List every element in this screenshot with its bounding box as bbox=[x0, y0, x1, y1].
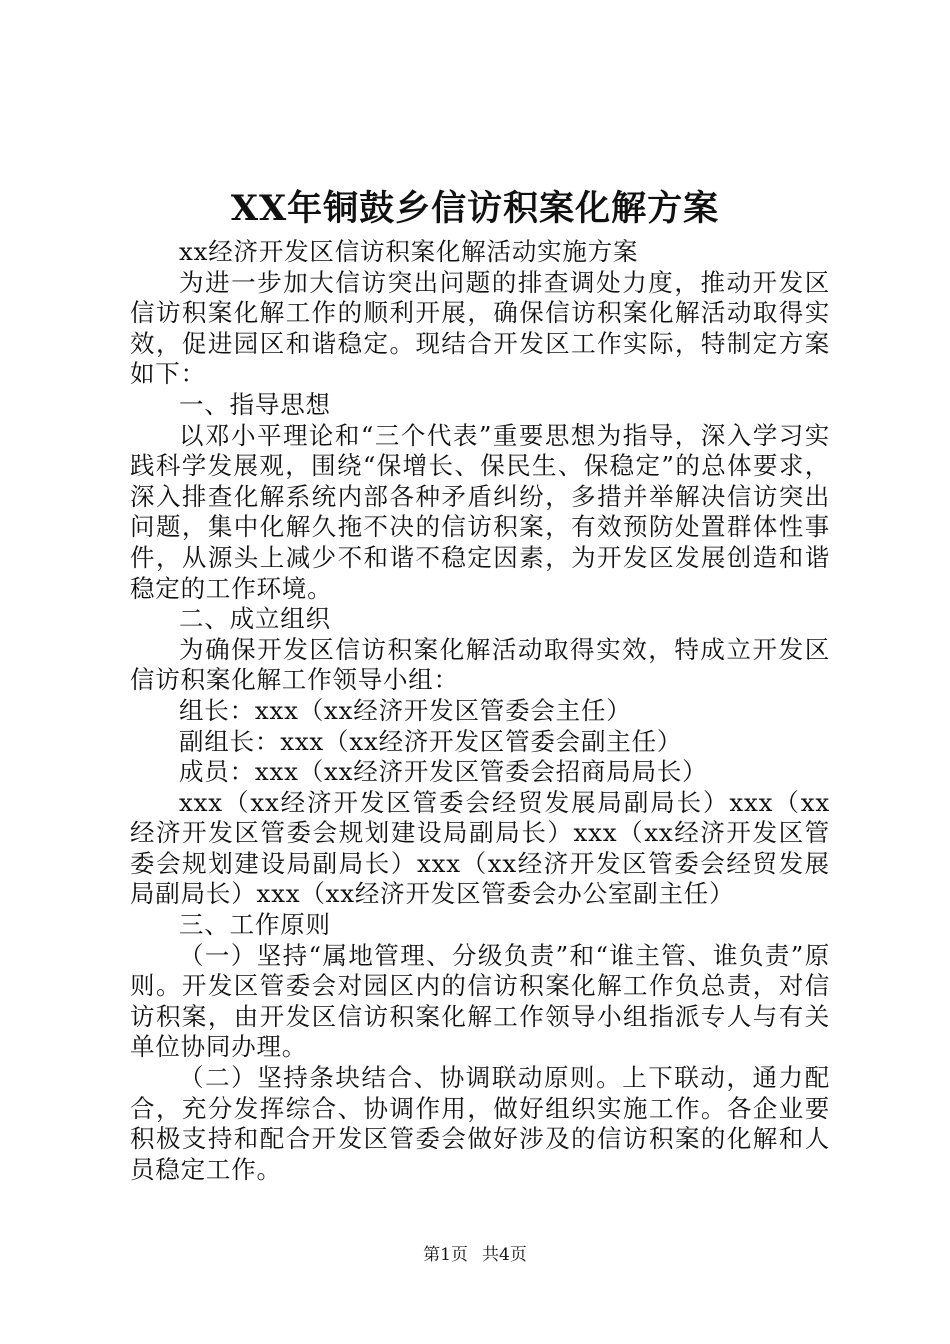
page-total: 共4页 bbox=[482, 1245, 527, 1265]
document-title: XX年铜鼓乡信访积案化解方案 bbox=[230, 188, 720, 229]
page-footer bbox=[0, 1244, 950, 1266]
section-heading-3: 三、工作原则 bbox=[179, 910, 331, 940]
page-number: 第1页 bbox=[423, 1245, 468, 1265]
subtitle-paragraph: xx经济开发区信访积案化解活动实施方案 bbox=[179, 237, 639, 266]
members-list-paragraph: xxx（xx经济开发区管委会经贸发展局副局长）xxx（xx经济开发区管委会规划建设局副局长）xxx（xx经济开发区管委会规划建设局副局长）xxx（xx经济开发区管委会经贸发展局副局长）xxx（xx经济开发区管委会办公室副主任） bbox=[130, 787, 830, 909]
deputy-leader-line: 副组长：xxx（xx经济开发区管委会副主任） bbox=[179, 726, 683, 756]
section-heading-2: 二、成立组织 bbox=[179, 604, 331, 634]
intro-paragraph: 为进一步加大信访突出问题的排查调处力度，推动开发区信访积案化解工作的顺利开展，确保信访积案化解活动取得实效，促进园区和谐稳定。现结合开发区工作实际，特制定方案如下： bbox=[130, 267, 830, 389]
organization-paragraph: 为确保开发区信访积案化解活动取得实效，特成立开发区信访积案化解工作领导小组： bbox=[130, 634, 830, 695]
members-line: 成员：xxx（xx经济开发区管委会招商局局长） bbox=[179, 757, 708, 787]
principle-1-paragraph: （一）坚持“属地管理、分级负责”和“谁主管、谁负责”原则。开发区管委会对园区内的信访积案化解工作负总责，对信访积案，由开发区信访积案化解工作领导小组指派专人与有关单位协同办理。 bbox=[130, 940, 830, 1062]
document-body bbox=[130, 237, 830, 1185]
principle-2-paragraph: （二）坚持条块结合、协调联动原则。上下联动，通力配合，充分发挥综合、协调作用，做好组织实施工作。各企业要积极支持和配合开发区管委会做好涉及的信访积案的化解和人员稳定工作。 bbox=[130, 1063, 830, 1184]
group-leader-line: 组长：xxx（xx经济开发区管委会主任） bbox=[179, 695, 632, 725]
section-heading-1: 一、指导思想 bbox=[179, 389, 331, 419]
guiding-thought-paragraph: 以邓小平理论和“三个代表”重要思想为指导，深入学习实践科学发展观，围绕“保增长、保民生、保稳定”的总体要求，深入排查化解系统内部各种矛盾纠纷，多措并举解决信访突出问题，集中化解久拖不决的信访积案，有效预防处置群体性事件，从源头上减少不和谐不稳定因素，为开发区发展创造和谐稳定的工作环境。 bbox=[130, 420, 830, 603]
